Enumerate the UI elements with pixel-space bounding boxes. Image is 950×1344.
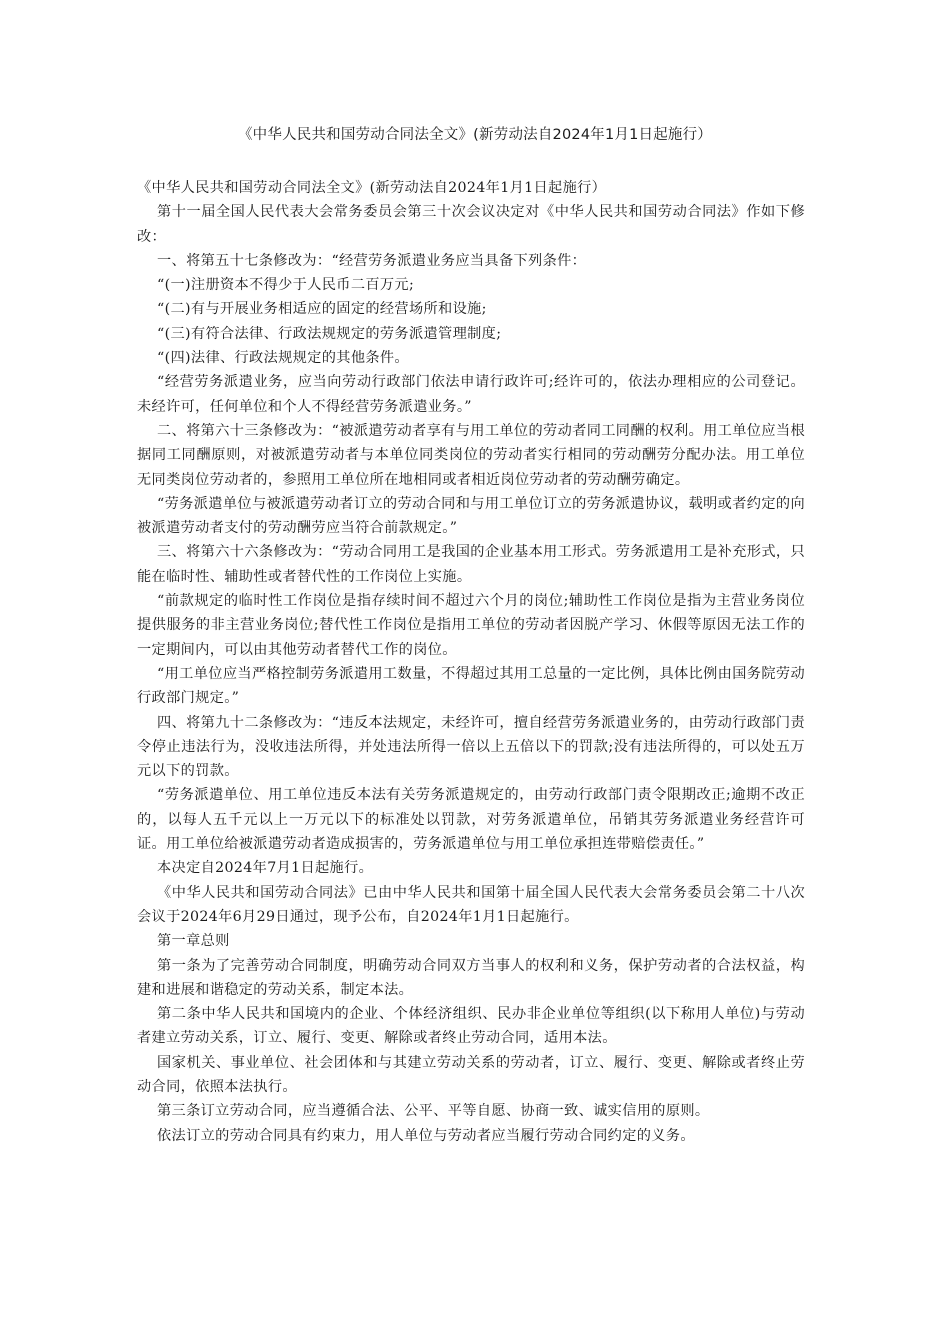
paragraph: 一、将第五十七条修改为：“经营劳务派遣业务应当具备下列条件：: [157, 252, 587, 269]
paragraph: 第一章总则: [157, 933, 230, 950]
paragraph: 本决定自2024年7月1日起施行。: [157, 860, 374, 877]
paragraph: “劳务派遣单位与被派遣劳动者订立的劳动合同和与用工单位订立的劳务派遣协议，载明或者约定的向被派遣劳动者支付的劳动酬劳应当符合前款规定。”: [137, 495, 805, 537]
paragraph: “前款规定的临时性工作岗位是指存续时间不超过六个月的岗位;辅助性工作岗位是指为主营业务岗位提供服务的非主营业务岗位;替代性工作岗位是指用工单位的劳动者因脱产学习、休假等原因无法工作的一定期间内，可以由其他劳动者替代工作的岗位。: [137, 593, 805, 658]
paragraph: “用工单位应当严格控制劳务派遣用工数量，不得超过其用工总量的一定比例，具体比例由国务院劳动行政部门规定。”: [137, 665, 805, 707]
paragraph: “(三)有符合法律、行政法规规定的劳务派遣管理制度;: [157, 325, 502, 342]
paragraph: “经营劳务派遣业务，应当向劳动行政部门依法申请行政许可;经许可的，依法办理相应的公司登记。未经许可，任何单位和个人不得经营劳务派遣业务。”: [137, 374, 805, 415]
paragraph: 《中华人民共和国劳动合同法》已由中华人民共和国第十届全国人民代表大会常务委员会第二十八次会议于2024年6月29日通过，现予公布，自2024年1月1日起施行。: [137, 884, 805, 925]
paragraph: 第十一届全国人民代表大会常务委员会第三十次会议决定对《中华人民共和国劳动合同法》作如下修改：: [137, 204, 805, 245]
paragraph: 第二条中华人民共和国境内的企业、个体经济组织、民办非企业单位等组织(以下称用人单位)与劳动者建立劳动关系，订立、履行、变更、解除或者终止劳动合同，适用本法。: [137, 1006, 805, 1047]
paragraph: “(一)注册资本不得少于人民币二百万元;: [157, 277, 415, 294]
paragraph: “(二)有与开展业务相适应的固定的经营场所和设施;: [157, 301, 487, 318]
paragraph: 二、将第六十三条修改为：“被派遣劳动者享有与用工单位的劳动者同工同酬的权利。用工单位应当根据同工同酬原则，对被派遣劳动者与本单位同类岗位的劳动者实行相同的劳动酬劳分配办法。用工单位无同类岗位劳动者的，参照用工单位所在地相同或者相近岗位劳动者的劳动酬劳确定。: [137, 422, 805, 488]
paragraph: “劳务派遣单位、用工单位违反本法有关劳务派遣规定的，由劳动行政部门责令限期改正;逾期不改正的，以每人五千元以上一万元以下的标准处以罚款，对劳务派遣单位，吊销其劳务派遣业务经营许可证。用工单位给被派遣劳动者造成损害的，劳务派遣单位与用工单位承担连带赔偿责任。”: [137, 787, 805, 853]
paragraph: 第一条为了完善劳动合同制度，明确劳动合同双方当事人的权利和义务，保护劳动者的合法权益，构建和进展和谐稳定的劳动关系，制定本法。: [137, 957, 805, 998]
document-title: 《中华人民共和国劳动合同法全文》(新劳动法自2024年1月1日起施行）: [237, 127, 712, 143]
paragraph: “(四)法律、行政法规规定的其他条件。: [157, 350, 409, 367]
paragraph: 依法订立的劳动合同具有约束力，用人单位与劳动者应当履行劳动合同约定的义务。: [157, 1127, 695, 1144]
paragraph: 四、将第九十二条修改为：“违反本法规定，未经许可，擅自经营劳务派遣业务的，由劳动行政部门责令停止违法行为，没收违法所得，并处违法所得一倍以上五倍以下的罚款;没有违法所得的，可以处五万元以下的罚款。: [137, 714, 805, 780]
paragraph: 三、将第六十六条修改为：“劳动合同用工是我国的企业基本用工形式。劳务派遣用工是补充形式，只能在临时性、辅助性或者替代性的工作岗位上实施。: [137, 544, 805, 585]
paragraph: 《中华人民共和国劳动合同法全文》(新劳动法自2024年1月1日起施行）: [137, 180, 607, 196]
paragraph: 国家机关、事业单位、社会团体和与其建立劳动关系的劳动者，订立、履行、变更、解除或者终止劳动合同，依照本法执行。: [137, 1054, 805, 1095]
document-body: [137, 176, 805, 1148]
paragraph: 第三条订立劳动合同，应当遵循合法、公平、平等自愿、协商一致、诚实信用的原则。: [157, 1103, 710, 1120]
